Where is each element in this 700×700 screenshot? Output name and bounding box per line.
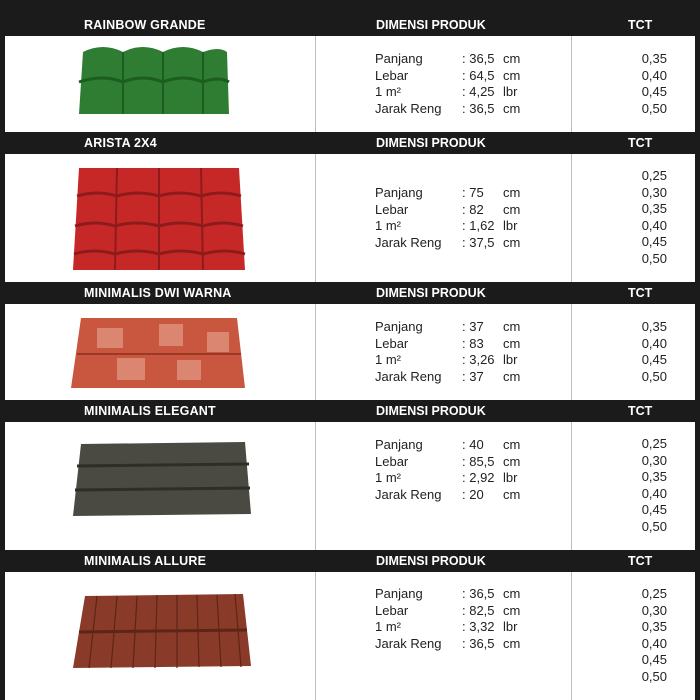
section-header [0,14,700,36]
product-rainbow-grande: RAINBOW GRANDE DIMENSI PRODUK TCT Panjang : 36,5 cm Lebar : 64,5 cm 1 m² : 4,25 lbr Jarak Reng : 36,5 cm 0,35 0,40 0,45 0,50 [0,14,700,132]
section-header [0,132,700,154]
section-header [0,550,700,572]
roof-tile-image [67,314,249,390]
product-minimalis-allure: MINIMALIS ALLURE DIMENSI PRODUK TCT Panjang : 36,5 cm Lebar : 82,5 cm 1 m² : 3,32 lbr Jarak Reng : 36,5 cm 0,25 0,30 0,35 0,40 0,45 0,50 [0,550,700,700]
product-name: MINIMALIS ELEGANT [84,404,216,418]
dimension-header: DIMENSI PRODUK [376,286,486,300]
dimension-header: DIMENSI PRODUK [376,404,486,418]
tct-list: 0,25 0,30 0,35 0,40 0,45 0,50 [641,586,667,684]
section-header [0,400,700,422]
tct-header: TCT [628,554,653,568]
product-name: MINIMALIS ALLURE [84,554,207,568]
tct-list: 0,25 0,30 0,35 0,40 0,45 0,50 [641,168,667,266]
tct-list: 0,35 0,40 0,45 0,50 [641,319,667,384]
product-minimalis-elegant: MINIMALIS ELEGANT DIMENSI PRODUK TCT Panjang : 40 cm Lebar : 85,5 cm 1 m² : 2,92 lbr Jarak Reng : 20 cm 0,25 0,30 0,35 0,40 0,45 0,50 [0,400,700,550]
tct-header: TCT [628,18,653,32]
dimension-header: DIMENSI PRODUK [376,554,486,568]
roof-tile-image [75,44,235,116]
section-header [0,282,700,304]
product-minimalis-dwi-warna: MINIMALIS DWI WARNA DIMENSI PRODUK TCT Panjang : 37 cm Lebar : 83 cm 1 m² : 3,26 lbr Jarak Reng : 37 cm 0,35 0,40 0,45 0,50 [0,282,700,400]
roof-tile-image [69,438,255,518]
tct-header: TCT [628,136,653,150]
roof-tile-image [69,162,249,274]
dimension-header: DIMENSI PRODUK [376,136,486,150]
tct-header: TCT [628,404,653,418]
tct-header: TCT [628,286,653,300]
roof-tile-image [67,592,255,670]
product-name: MINIMALIS DWI WARNA [84,286,232,300]
product-name: RAINBOW GRANDE [84,18,206,32]
tct-list: 0,35 0,40 0,45 0,50 [641,51,667,116]
product-arista-2x4: ARISTA 2X4 DIMENSI PRODUK TCT Panjang : 75 cm Lebar : 82 cm 1 m² : 1,62 lbr Jarak Reng : 37,5 cm 0,25 0,30 0,35 0,40 0,45 0,50 [0,132,700,282]
product-name: ARISTA 2X4 [84,136,157,150]
tct-list: 0,25 0,30 0,35 0,40 0,45 0,50 [641,436,667,534]
dimension-header: DIMENSI PRODUK [376,18,486,32]
